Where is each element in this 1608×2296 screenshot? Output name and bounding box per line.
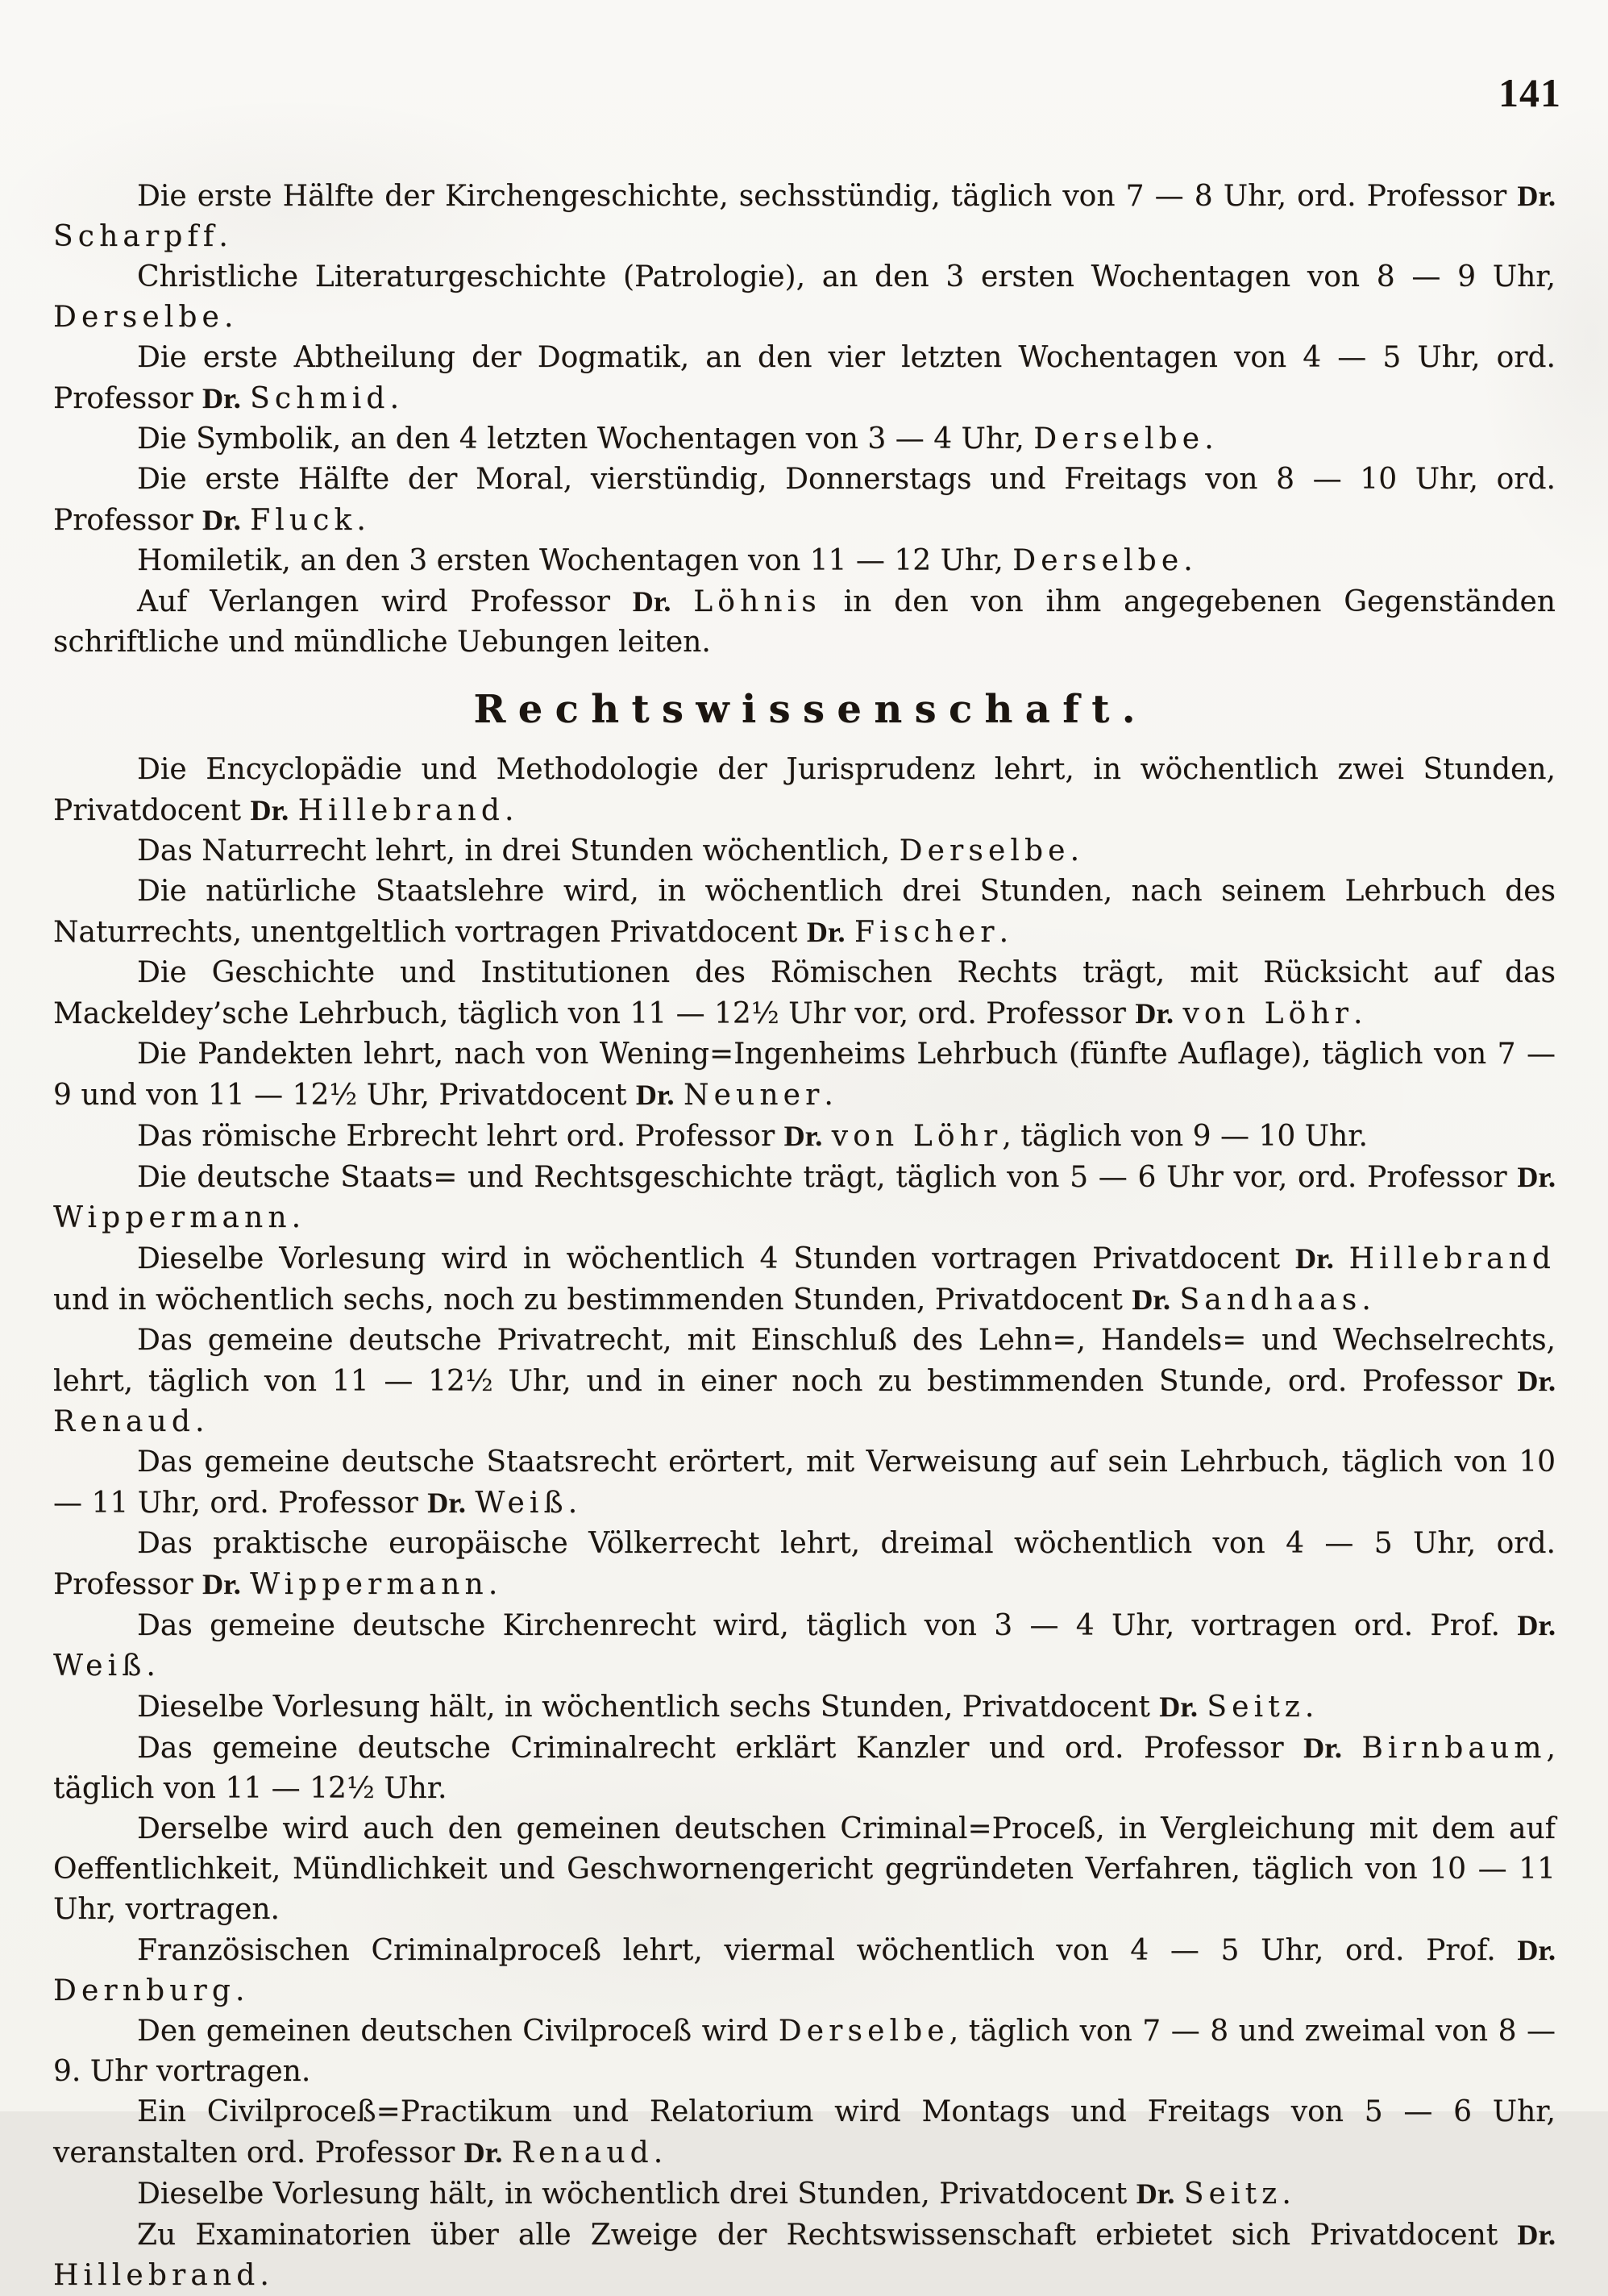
text-run: Das Naturrecht lehrt, in drei Stunden wöchentlich, [137, 834, 900, 867]
text-run: Dieselbe Vorlesung hält, in wöchentlich sechs Stunden, Privatdocent [137, 1691, 1160, 1724]
text-run [289, 794, 297, 827]
dr-abbreviation: Dr. [635, 1079, 675, 1111]
paragraph [53, 750, 1556, 831]
spaced-name: Birnbaum [1361, 1732, 1547, 1765]
text-run: . [1353, 997, 1363, 1030]
spaced-name: Renaud [53, 1405, 196, 1438]
text-run: in den von ihm angegebenen Gegenständen schriftliche und mündliche Uebungen leiten. [53, 585, 1556, 659]
spaced-name: Hillebrand [53, 2259, 260, 2292]
dr-abbreviation: Dr. [806, 916, 846, 948]
spaced-name: Scharpff [53, 220, 219, 253]
paragraph [53, 1034, 1556, 1116]
text-run: Die erste Hälfte der Kirchengeschichte, sechsstündig, täglich von 7 — 8 Uhr, ord. Professor [137, 180, 1518, 213]
text-run: . [291, 1201, 301, 1234]
paragraph [53, 176, 1556, 257]
text-run: Dieselbe Vorlesung hält, in wöchentlich drei Stunden, Privatdocent [137, 2177, 1136, 2211]
text-run: Die Geschichte und Institutionen des Römischen Rechts trägt, mit Rücksicht auf das Mackeldey’sche Lehrbuch, täglich von 11 — 12½ Uhr vor, ord. Professor [53, 956, 1556, 1030]
spaced-name: Hillebrand [297, 794, 505, 827]
text-run: . [999, 916, 1009, 949]
spaced-name: Wippermann [53, 1201, 292, 1234]
dr-abbreviation: Dr. [250, 794, 289, 826]
dr-abbreviation: Dr. [1517, 1609, 1556, 1641]
spaced-name: Derselbe [899, 834, 1070, 867]
text-run: Die erste Hälfte der Moral, vierstündig, Donnerstags und Freitags von 8 — 10 Uhr, ord. Professor [53, 463, 1556, 537]
text-run: . [1070, 834, 1080, 867]
text-run [241, 382, 250, 415]
text-run [502, 2136, 511, 2169]
dr-abbreviation: Dr. [1295, 1242, 1334, 1275]
spaced-name: Weiß [475, 1487, 568, 1520]
text-run: Die erste Abtheilung der Dogmatik, an den vier letzten Wochentagen von 4 — 5 Uhr, ord. Professor [53, 341, 1556, 415]
spaced-name: Derselbe [53, 301, 224, 334]
paragraph [53, 2092, 1556, 2173]
spaced-name: Derselbe [778, 2015, 949, 2048]
paragraph [53, 2173, 1556, 2215]
text-run: Derselbe wird auch den gemeinen deutschen Criminal=Proceß, in Vergleichung mit dem auf Oeffentlichkeit, Mündlichkeit und Geschwornengericht gegründeten Verfahren, täglich von 10 — 11 Uhr, vortragen. [53, 1812, 1556, 1926]
section-heading: Rechtswissenschaft. [473, 687, 1148, 732]
paragraph [53, 1524, 1556, 1605]
text-run: . [356, 504, 366, 537]
text-run: . [1282, 2177, 1291, 2211]
dr-abbreviation: Dr. [1159, 1691, 1198, 1723]
spaced-name: Seitz [1207, 1691, 1305, 1724]
dr-abbreviation: Dr. [427, 1487, 466, 1519]
text-run: Dieselbe Vorlesung wird in wöchentlich 4 Stunden vortragen Privatdocent [137, 1242, 1296, 1275]
paragraph [53, 831, 1556, 871]
spaced-name: Weiß [53, 1649, 147, 1682]
text-run: . [505, 794, 514, 827]
dr-abbreviation: Dr. [1136, 2177, 1175, 2210]
spaced-name: von Löhr [831, 1120, 1003, 1153]
paragraph [53, 338, 1556, 419]
text-run: . [195, 1405, 205, 1438]
paragraph [53, 581, 1556, 663]
text-run: . [389, 382, 400, 415]
dr-abbreviation: Dr. [463, 2136, 503, 2169]
spaced-name: Derselbe [1033, 422, 1205, 455]
spaced-name: Fischer [854, 916, 999, 949]
text-run: Ein Civilproceß=Practikum und Relatorium wird Montags und Freitags von 5 — 6 Uhr, veranstalten ord. Professor [53, 2095, 1556, 2169]
dr-abbreviation: Dr. [202, 382, 241, 414]
paragraph [53, 1116, 1556, 1157]
paragraph [53, 419, 1556, 460]
paragraph [53, 1687, 1556, 1728]
text-run: , täglich von 9 — 10 Uhr. [1002, 1120, 1368, 1153]
spaced-name: Löhnis [693, 585, 821, 618]
dr-abbreviation: Dr. [1517, 2219, 1556, 2251]
paragraph [53, 2011, 1556, 2092]
paragraph [53, 953, 1556, 1034]
dr-abbreviation: Dr. [1132, 1283, 1170, 1316]
page-number: 141 [1498, 70, 1561, 115]
text-run: und in wöchentlich sechs, noch zu bestimmenden Stunden, Privatdocent [53, 1283, 1132, 1316]
paragraph [53, 460, 1556, 541]
text-run [846, 916, 854, 949]
dr-abbreviation: Dr. [1517, 1365, 1556, 1397]
paragraph [53, 541, 1556, 581]
text-run [241, 504, 250, 537]
dr-abbreviation: Dr. [1517, 180, 1556, 212]
text-run: Die Pandekten lehrt, nach von Wening=Ingenheims Lehrbuch (fünfte Auflage), täglich von 7 — 9 und von 11 — 12½ Uhr, Privatdocent [53, 1038, 1556, 1112]
text-run: . [146, 1649, 156, 1682]
paragraph [53, 2215, 1556, 2296]
text-run: Die natürliche Staatslehre wird, in wöchentlich drei Stunden, nach seinem Lehrbuch des Naturrechts, unentgeltlich vortragen Privatdocent [53, 875, 1556, 949]
text-run: . [1304, 1691, 1315, 1724]
paragraph [53, 1605, 1556, 1687]
spaced-name: Hillebrand [1348, 1242, 1556, 1275]
text-run: . [235, 1974, 245, 2007]
text-run: Zu Examinatorien über alle Zweige der Rechtswissenschaft erbietet sich Privatdocent [137, 2219, 1518, 2252]
text-run [466, 1487, 475, 1520]
text-run: Das gemeine deutsche Staatsrecht erörtert, mit Verweisung auf sein Lehrbuch, täglich von 10 — 11 Uhr, ord. Professor [53, 1445, 1556, 1520]
text-block [53, 176, 1556, 2296]
text-run: Die deutsche Staats= und Rechtsgeschichte trägt, täglich von 5 — 6 Uhr vor, ord. Professor [137, 1161, 1518, 1194]
text-run [1174, 997, 1182, 1030]
paragraph [53, 257, 1556, 338]
text-run [1174, 2177, 1183, 2211]
text-run: Das römische Erbrecht lehrt ord. Professor [137, 1120, 784, 1153]
text-run: Homiletik, an den 3 ersten Wochentagen von 11 — 12 Uhr, [137, 544, 1013, 577]
spaced-name: von Löhr [1182, 997, 1354, 1030]
text-run [671, 585, 693, 618]
dr-abbreviation: Dr. [202, 1568, 241, 1600]
dr-abbreviation: Dr. [783, 1120, 823, 1152]
paragraph [53, 1238, 1556, 1321]
text-run: , täglich von 11 — 12½ Uhr. [53, 1732, 1556, 1805]
dr-abbreviation: Dr. [632, 585, 671, 618]
text-run [1342, 1732, 1362, 1765]
text-run [1170, 1283, 1179, 1316]
text-run: . [218, 220, 228, 253]
text-run: Christliche Literaturgeschichte (Patrologie), an den 3 ersten Wochentagen von 8 — 9 Uhr, [137, 260, 1556, 293]
paragraph [53, 1930, 1556, 2011]
text-run: . [567, 1487, 578, 1520]
text-run [675, 1079, 684, 1112]
spaced-name: Sandhaas [1179, 1283, 1362, 1316]
spaced-name: Dernburg [53, 1974, 236, 2007]
spaced-name: Wippermann [250, 1568, 488, 1601]
text-run [241, 1568, 250, 1601]
dr-abbreviation: Dr. [1135, 997, 1174, 1029]
text-run: . [824, 1079, 833, 1112]
paragraph [53, 1728, 1556, 1809]
text-run: Französischen Criminalproceß lehrt, viermal wöchentlich von 4 — 5 Uhr, ord. Prof. [137, 1934, 1518, 1967]
text-run: Das gemeine deutsche Kirchenrecht wird, täglich von 3 — 4 Uhr, vortragen ord. Prof. [137, 1609, 1518, 1642]
text-run: . [1183, 544, 1193, 577]
dr-abbreviation: Dr. [1303, 1732, 1342, 1764]
spaced-name: Derselbe [1012, 544, 1184, 577]
text-run: . [488, 1568, 498, 1601]
text-run: , täglich von 7 — 8 und zweimal von 8 — 9. Uhr vortragen. [53, 2015, 1556, 2088]
text-run: Den gemeinen deutschen Civilproceß wird [137, 2015, 779, 2048]
text-run: . [1204, 422, 1214, 455]
paragraph [53, 1157, 1556, 1238]
dr-abbreviation: Dr. [202, 504, 241, 536]
text-run: . [260, 2259, 269, 2292]
text-run [1198, 1691, 1207, 1724]
text-run: . [1361, 1283, 1371, 1316]
text-run: Das gemeine deutsche Privatrecht, mit Einschluß des Lehn=, Handels= und Wechselrechts, lehrt, täglich von 11 — 12½ Uhr, und in einer noch zu bestimmenden Stunde, ord. Professor [53, 1324, 1556, 1398]
spaced-name: Fluck [250, 504, 357, 537]
text-run: . [653, 2136, 663, 2169]
text-run: Die Symbolik, an den 4 letzten Wochentagen von 3 — 4 Uhr, [137, 422, 1034, 455]
paragraph [53, 1809, 1556, 1930]
dr-abbreviation: Dr. [1517, 1934, 1556, 1966]
paragraph [53, 871, 1556, 953]
paragraph [53, 1442, 1556, 1524]
text-run: Das praktische europäische Völkerrecht lehrt, dreimal wöchentlich von 4 — 5 Uhr, ord. Professor [53, 1527, 1556, 1601]
text-run [1334, 1242, 1349, 1275]
spaced-name: Renaud [511, 2136, 654, 2169]
spaced-name: Seitz [1183, 2177, 1282, 2211]
text-run: Auf Verlangen wird Professor [137, 585, 633, 618]
paragraph [53, 1321, 1556, 1442]
spaced-name: Schmid [250, 382, 390, 415]
dr-abbreviation: Dr. [1517, 1161, 1556, 1193]
text-run [822, 1120, 831, 1153]
text-run: . [223, 301, 234, 334]
text-run: Das gemeine deutsche Criminalrecht erklärt Kanzler und ord. Professor [137, 1732, 1304, 1765]
spaced-name: Neuner [683, 1079, 825, 1112]
text-run: Die Encyclopädie und Methodologie der Jurisprudenz lehrt, in wöchentlich zwei Stunden, Privatdocent [53, 753, 1556, 827]
